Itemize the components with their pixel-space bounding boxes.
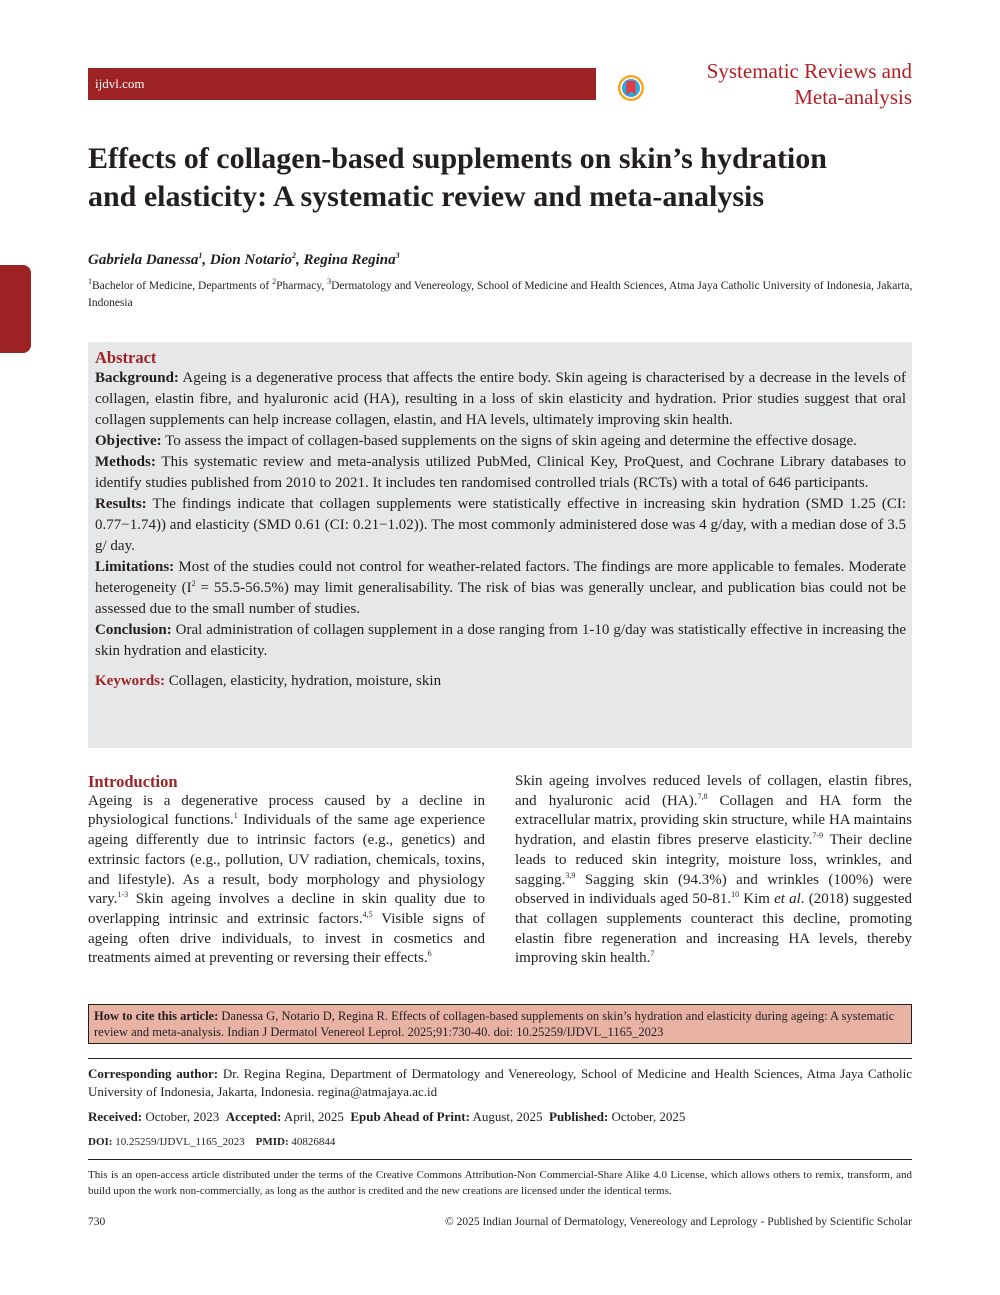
intro-text: Ageing is a degenerative process caused by a decline in physiological functions. bbox=[88, 792, 485, 829]
cite-text: Danessa G, Notario D, Regina R. Effects of collagen-based supplements on skin’s hydration and elasticity during ageing: A systematic review and meta-analysis. Indian J Dermatol Venereol Leprol. 2025;91:730-40. doi: 10.25259/IJDVL_1165_2023 bbox=[94, 1009, 895, 1039]
intro-text: Their decline leads to reduced skin integrity, moisture loss, wrinkles, and sagging. bbox=[515, 832, 912, 888]
affiliation-marker: 2 bbox=[272, 277, 277, 287]
corresponding-text: Dr. Regina Regina, Department of Dermatology and Venereology, School of Medicine and Health Sciences, Atma Jaya Catholic University of Indonesia, Jakarta, Indonesia. regina@atmajaya.ac.id bbox=[88, 1066, 912, 1099]
article-title bbox=[88, 140, 918, 216]
accepted-date: April, 2025 bbox=[283, 1109, 344, 1124]
intro-paragraph bbox=[515, 772, 912, 969]
category-line-1: Systematic Reviews and bbox=[706, 59, 912, 83]
site-link[interactable]: ijdvl.com bbox=[95, 76, 145, 91]
background-text: Ageing is a degenerative process that affects the entire body. Skin ageing is characterised by a decrease in the levels of collagen, elastin fibre, and hyaluronic acid (HA), resulting in a loss of skin elasticity and hydration. Prior studies suggest that oral collagen supplements can help increase collagen, elastin, and HA levels, ultimately improving skin health. bbox=[95, 370, 906, 428]
intro-text-italic: et al bbox=[774, 891, 801, 908]
methods-label: Methods: bbox=[95, 454, 156, 470]
published-date: October, 2025 bbox=[611, 1109, 686, 1124]
keywords-label: Keywords: bbox=[95, 673, 165, 689]
intro-text: Kim bbox=[739, 891, 775, 908]
divider bbox=[88, 1159, 912, 1160]
author-affiliation-ref: 3 bbox=[395, 251, 400, 260]
pmid-label: PMID: bbox=[255, 1136, 289, 1148]
citation-ref[interactable]: 6 bbox=[427, 949, 432, 959]
affiliation-text: Dermatology and Venereology, School of Medicine and Health Sciences, Atma Jaya Catholic University of Indonesia, Jakarta, Indonesia bbox=[88, 280, 913, 309]
citation-ref[interactable]: 7-9 bbox=[812, 831, 824, 841]
author-name: Gabriela Danessa bbox=[88, 252, 199, 268]
header-bar bbox=[88, 68, 596, 100]
objective-label: Objective: bbox=[95, 433, 162, 449]
citation-ref[interactable]: 4,5 bbox=[362, 909, 373, 919]
intro-text: Visible signs of ageing often drive individuals, to invest in cosmetics and treatments aimed at preventing or reversing their effects. bbox=[88, 910, 485, 967]
received-label: Received: bbox=[88, 1109, 143, 1124]
citation-ref[interactable]: 1 bbox=[233, 811, 238, 821]
intro-text: Skin ageing involves reduced levels of collagen, elastin fibres, and hyaluronic acid (HA). bbox=[515, 773, 912, 809]
objective-text: To assess the impact of collagen-based supplements on the signs of skin ageing and determine the effective dosage. bbox=[165, 433, 857, 449]
intro-text: Individuals of the same age experience ageing differently due to intrinsic factors (e.g., genetics) and extrinsic factors (e.g., pollution, UV radiation, chemicals, toxins, and lifestyle). As a result, body morphology and physiology vary. bbox=[88, 812, 486, 908]
citation-ref[interactable]: 1-3 bbox=[117, 890, 129, 900]
intro-text: Skin ageing involves a decline in skin quality due to overlapping intrinsic and extrinsic factors. bbox=[88, 891, 485, 927]
limitations-label: Limitations: bbox=[95, 559, 175, 575]
affiliation-text: Bachelor of Medicine, Departments of bbox=[92, 280, 273, 292]
author-affiliation-ref: 1 bbox=[198, 251, 203, 260]
cite-label: How to cite this article: bbox=[94, 1009, 219, 1023]
intro-right-column bbox=[515, 772, 912, 969]
title-line-1: Effects of collagen-based supplements on skin’s hydration bbox=[88, 142, 827, 175]
limitations-text: Most of the studies could not control for weather-related factors. The findings are more applicable to females. Moderate heterogeneity (I bbox=[95, 559, 907, 596]
epub-label: Epub Ahead of Print: bbox=[350, 1109, 470, 1124]
abstract-objective bbox=[95, 431, 906, 452]
received-date: October, 2023 bbox=[145, 1109, 220, 1124]
author-list: Gabriela Danessa$^1$, Dion Notario$^2$, Regina Regina$^3$ bbox=[88, 251, 400, 268]
introduction-heading: Introduction bbox=[88, 772, 178, 791]
author-name: Dion Notario bbox=[209, 252, 293, 268]
abstract-background bbox=[95, 368, 906, 431]
pmid-value: 40826844 bbox=[291, 1136, 336, 1148]
footer-credit: © 2025 Indian Journal of Dermatology, Venereology and Leprology - Published by Scientific Scholar bbox=[444, 1216, 912, 1228]
author-name: Regina Regina bbox=[303, 252, 396, 268]
limitations-superscript: 2 bbox=[191, 579, 196, 588]
intro-text: Sagging skin (94.3%) and wrinkles (100%) were observed in individuals aged 50-81. bbox=[515, 871, 912, 908]
conclusion-text: Oral administration of collagen supplement in a dose ranging from 1-10 g/day was statistically effective in increasing the skin hydration and elasticity. bbox=[95, 622, 907, 659]
citation-ref[interactable]: 3,9 bbox=[565, 870, 576, 880]
abstract-limitations bbox=[95, 557, 906, 620]
affiliations bbox=[88, 278, 913, 311]
abstract-keywords bbox=[95, 671, 906, 692]
citation-ref[interactable]: 10 bbox=[731, 890, 740, 900]
category-line-2: Meta-analysis bbox=[794, 85, 912, 109]
background-label: Background: bbox=[95, 370, 179, 386]
author-affiliation-ref: 2 bbox=[292, 251, 297, 260]
abstract-methods bbox=[95, 452, 906, 494]
doi-label: DOI: bbox=[88, 1136, 113, 1148]
affiliation-marker: 3 bbox=[327, 277, 332, 287]
page-number: 730 bbox=[88, 1216, 106, 1228]
article-identifiers bbox=[88, 1136, 335, 1148]
abstract-conclusion bbox=[95, 620, 906, 662]
affiliation-text: Pharmacy, bbox=[276, 280, 328, 292]
keywords-text: Collagen, elasticity, hydration, moisture, skin bbox=[168, 673, 442, 689]
intro-text: . (2018) suggested that collagen supplements counteract this decline, promoting elastin fibre regeneration and increasing HA levels, thereby improving skin health. bbox=[515, 891, 913, 967]
citation-ref[interactable]: 7,8 bbox=[697, 791, 708, 801]
abstract-heading: Abstract bbox=[95, 348, 157, 367]
epub-date: August, 2025 bbox=[472, 1109, 543, 1124]
results-label: Results: bbox=[95, 496, 147, 512]
results-text: The findings indicate that collagen supplements were statistically effective in increasing skin hydration (SMD 1.25 (CI: 0.77−1.74)) and elasticity (SMD 0.61 (CI: 0.21−1.02)). The most commonly administered dose was 4 g/day, with a median dose of 3.5 g/ day. bbox=[95, 496, 906, 554]
citation-ref[interactable]: 7 bbox=[650, 949, 655, 959]
title-line-2: and elasticity: A systematic review and meta-analysis bbox=[88, 180, 765, 213]
affiliation-marker: 1 bbox=[88, 277, 92, 287]
divider bbox=[88, 1058, 912, 1059]
side-tab bbox=[0, 265, 31, 353]
intro-paragraph bbox=[88, 792, 485, 969]
abstract-box bbox=[88, 342, 912, 748]
methods-text: This systematic review and meta-analysis utilized PubMed, Clinical Key, ProQuest, and Cochrane Library databases to identify studies published from 2010 to 2021. It includes ten randomised controlled trials (RCTs) with a total of 646 participants. bbox=[95, 454, 906, 491]
corresponding-label: Corresponding author: bbox=[88, 1066, 219, 1081]
limitations-text: = 55.5-56.5%) may limit generalisability. The risk of bias was generally unclear, and publication bias could not be assessed due to the small number of studies. bbox=[95, 580, 907, 617]
published-label: Published: bbox=[549, 1109, 609, 1124]
abstract-results bbox=[95, 494, 906, 557]
how-to-cite-box bbox=[88, 1004, 912, 1044]
conclusion-label: Conclusion: bbox=[95, 622, 172, 638]
article-dates bbox=[88, 1109, 685, 1125]
intro-text: Collagen and HA form the extracellular matrix, providing skin structure, while HA maintains hydration, and elastin fibres preserve elasticity. bbox=[515, 792, 912, 849]
intro-left-column bbox=[88, 772, 485, 969]
doi-link[interactable]: 10.25259/IJDVL_1165_2023 bbox=[115, 1136, 245, 1148]
corresponding-author bbox=[88, 1065, 912, 1101]
accepted-label: Accepted: bbox=[225, 1109, 282, 1124]
license-text: This is an open-access article distributed under the terms of the Creative Commons Attribution-Non Commercial-Share Alike 4.0 License, which allows others to remix, transform, and build upon the work non-commercially, as long as the author is credited and the new creations are licensed under the identical terms. bbox=[88, 1169, 912, 1197]
bookmark-badge-icon bbox=[617, 74, 645, 102]
article-category bbox=[652, 58, 912, 110]
